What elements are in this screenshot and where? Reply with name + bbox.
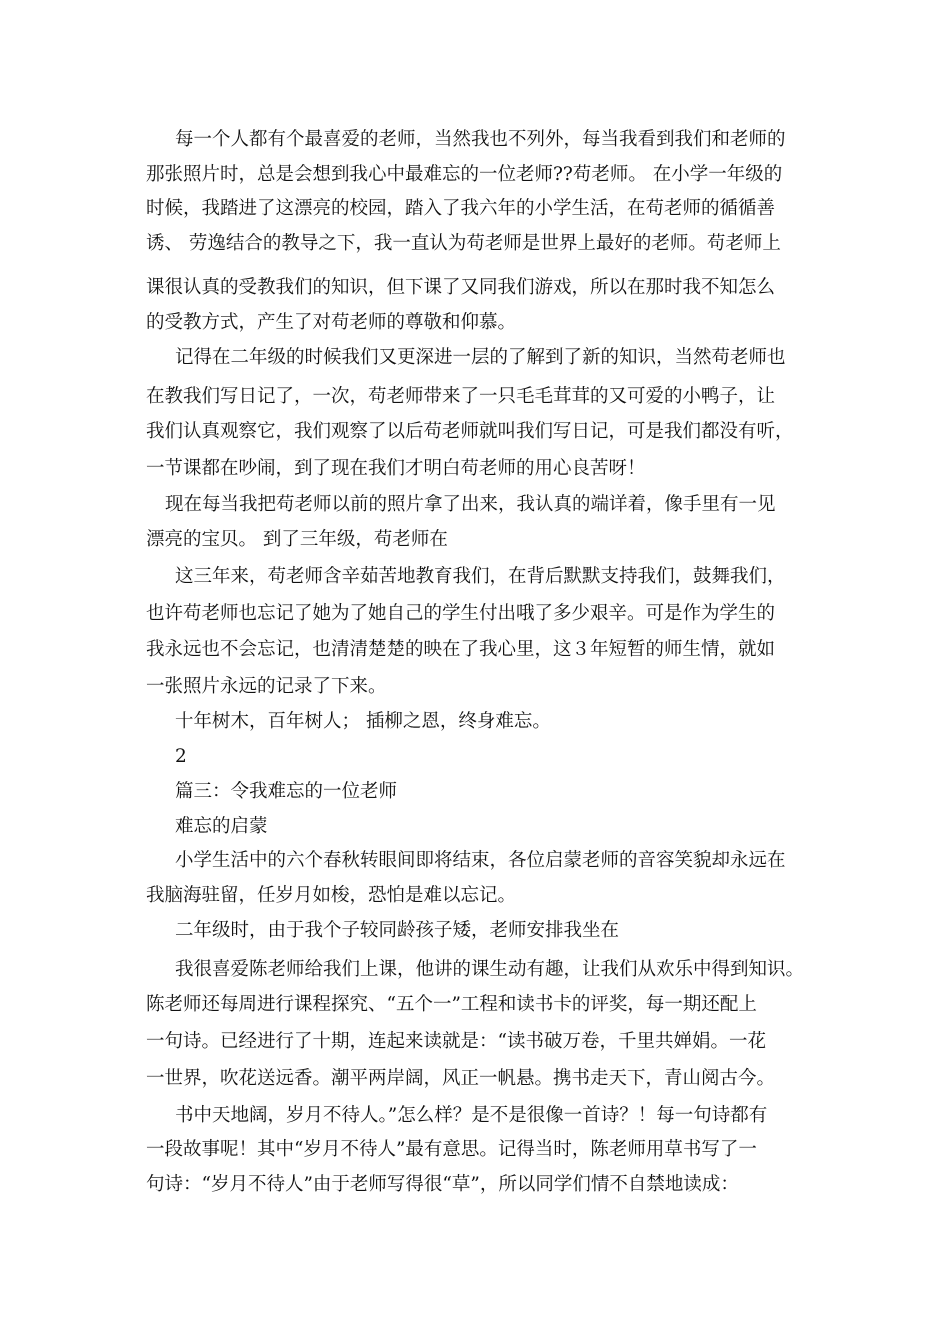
text-line: 一张照片永远的记录了下来。 — [146, 676, 387, 697]
page-number: 2 — [175, 746, 187, 767]
text-line: 现在每当我把苟老师以前的照片拿了出来，我认真的端详着，像手里有一见 — [165, 494, 776, 515]
text-line: 记得在二年级的时候我们又更深进一层的了解到了新的知识，当然苟老师也 — [175, 347, 786, 368]
text-line: 那张照片时，总是会想到我心中最难忘的一位老师??苟老师。 在小学一年级的 — [146, 164, 783, 185]
essay-title: 难忘的启蒙 — [175, 816, 268, 837]
text-line: 也许苟老师也忘记了她为了她自己的学生付出哦了多少艰辛。可是作为学生的 — [146, 603, 776, 624]
text-line: 一节课都在吵闹，到了现在我们才明白苟老师的用心良苦呀！ — [146, 458, 646, 479]
text-line: 课很认真的受教我们的知识，但下课了又同我们游戏，所以在那时我不知怎么 — [146, 277, 776, 298]
text-line: 句诗：“岁月不待人”由于老师写得很“草”，所以同学们情不自禁地读成： — [146, 1174, 739, 1195]
section-heading: 篇三：令我难忘的一位老师 — [175, 781, 398, 802]
text-line: 一句诗。已经进行了十期，连起来读就是：“读书破万卷，千里共婵娟。一花 — [146, 1031, 766, 1052]
text-line: 小学生活中的六个春秋转眼间即将结束，各位启蒙老师的音容笑貌却永远在 — [175, 850, 786, 871]
text-line: 时候，我踏进了这漂亮的校园，踏入了我六年的小学生活，在苟老师的循循善 — [146, 198, 776, 219]
text-line: 的受教方式，产生了对苟老师的尊敬和仰慕。 — [146, 312, 517, 333]
text-line: 十年树木，百年树人； 插柳之恩，终身难忘。 — [175, 711, 551, 732]
text-line: 我很喜爱陈老师给我们上课，他讲的课生动有趣，让我们从欢乐中得到知识。 — [175, 959, 805, 980]
text-line: 每一个人都有个最喜爱的老师，当然我也不列外，每当我看到我们和老师的 — [175, 129, 786, 150]
text-line: 书中天地阔，岁月不待人。”怎么样？是不是很像一首诗？！每一句诗都有 — [175, 1105, 768, 1126]
text-line: 我永远也不会忘记，也清清楚楚的映在了我心里，这３年短暂的师生情，就如 — [146, 639, 776, 660]
text-line: 我脑海驻留，任岁月如梭，恐怕是难以忘记。 — [146, 885, 517, 906]
text-line: 一段故事呢！其中“岁月不待人”最有意思。记得当时，陈老师用草书写了一 — [146, 1139, 757, 1160]
text-line: 在教我们写日记了，一次，苟老师带来了一只毛毛茸茸的又可爱的小鸭子，让 — [146, 386, 776, 407]
text-line: 这三年来，苟老师含辛茹苦地教育我们，在背后默默支持我们，鼓舞我们， — [175, 566, 786, 587]
text-line: 诱、 劳逸结合的教导之下，我一直认为苟老师是世界上最好的老师。苟老师上 — [146, 233, 781, 254]
text-line: 我们认真观察它，我们观察了以后苟老师就叫我们写日记，可是我们都没有听， — [146, 421, 794, 442]
text-line: 二年级时，由于我个子较同龄孩子矮，老师安排我坐在 — [175, 920, 620, 941]
text-line: 陈老师还每周进行课程探究、“五个一”工程和读书卡的评奖，每一期还配上 — [146, 994, 757, 1015]
text-line: 一世界，吹花送远香。潮平两岸阔，风正一帆悬。携书走天下，青山阅古今。 — [146, 1068, 776, 1089]
text-line: 漂亮的宝贝。 到了三年级，苟老师在 — [146, 529, 448, 550]
